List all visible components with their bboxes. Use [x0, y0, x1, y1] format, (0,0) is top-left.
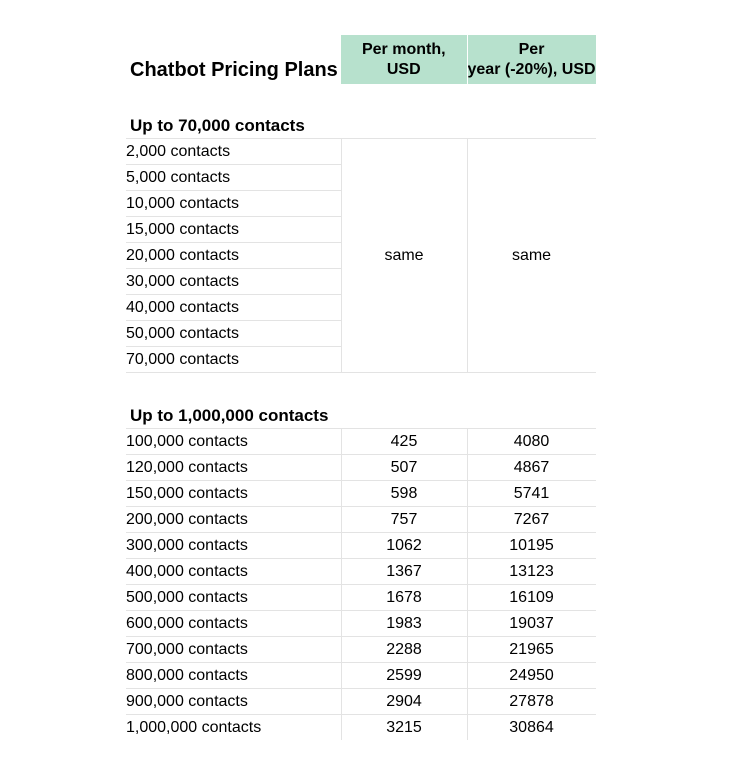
contacts-cell[interactable]: 40,000 contacts [126, 295, 341, 321]
table-row [126, 533, 596, 559]
table-row [126, 429, 596, 455]
table-row [126, 455, 596, 481]
sheet-title[interactable]: Chatbot Pricing Plans [130, 59, 338, 81]
per-year-header[interactable]: Per year (-20%), USD [467, 35, 596, 84]
empty-cell[interactable] [341, 399, 467, 429]
contacts-cell[interactable]: 15,000 contacts [126, 217, 341, 243]
contacts-cell[interactable]: 1,000,000 contacts [126, 718, 262, 736]
empty-cell[interactable] [467, 84, 596, 109]
contacts-cell[interactable]: 70,000 contacts [126, 347, 341, 373]
table-row [126, 611, 596, 637]
contacts-cell[interactable]: 150,000 contacts [126, 481, 341, 507]
table-row [126, 585, 596, 611]
per-month-cell[interactable]: 757 [341, 507, 467, 533]
per-month-cell[interactable]: 3215 [341, 715, 467, 741]
per-month-cell[interactable]: 2288 [341, 637, 467, 663]
per-year-cell[interactable]: 4080 [467, 429, 596, 455]
per-year-cell[interactable]: 4867 [467, 455, 596, 481]
per-month-cell[interactable]: 425 [341, 429, 467, 455]
contacts-cell[interactable]: 900,000 contacts [126, 689, 341, 715]
contacts-cell[interactable]: 200,000 contacts [126, 507, 341, 533]
per-year-cell[interactable]: 16109 [467, 585, 596, 611]
empty-cell[interactable] [341, 373, 467, 400]
contacts-cell[interactable]: 600,000 contacts [126, 611, 341, 637]
merged-month-cell[interactable]: same [341, 139, 467, 373]
contacts-cell[interactable]: 700,000 contacts [126, 637, 341, 663]
spacer-row [126, 373, 596, 400]
per-month-header[interactable]: Per month, USD [341, 35, 467, 84]
contacts-cell[interactable]: 100,000 contacts [126, 429, 341, 455]
contacts-cell[interactable]: 2,000 contacts [126, 139, 341, 165]
empty-cell[interactable] [341, 84, 467, 109]
contacts-cell[interactable]: 50,000 contacts [126, 321, 341, 347]
contacts-cell[interactable]: 30,000 contacts [126, 269, 341, 295]
table-row [126, 715, 596, 741]
per-year-cell[interactable]: 7267 [467, 507, 596, 533]
per-month-cell[interactable]: 1367 [341, 559, 467, 585]
table-row [126, 663, 596, 689]
section-title[interactable]: Up to 70,000 contacts [126, 109, 341, 139]
merged-year-cell[interactable]: same [467, 139, 596, 373]
per-month-cell[interactable]: 2599 [341, 663, 467, 689]
per-year-cell[interactable]: 24950 [467, 663, 596, 689]
contacts-cell[interactable]: 120,000 contacts [126, 455, 341, 481]
table-row [126, 507, 596, 533]
per-year-cell[interactable]: 5741 [467, 481, 596, 507]
contacts-cell[interactable]: 400,000 contacts [126, 559, 341, 585]
section-heading-row [126, 399, 596, 429]
empty-cell[interactable] [126, 84, 341, 109]
contacts-cell[interactable]: 20,000 contacts [126, 243, 341, 269]
per-year-cell[interactable]: 10195 [467, 533, 596, 559]
table-row [126, 139, 596, 165]
per-year-cell[interactable]: 21965 [467, 637, 596, 663]
per-year-cell[interactable]: 19037 [467, 611, 596, 637]
table-row [126, 637, 596, 663]
empty-cell[interactable] [341, 109, 467, 139]
contacts-cell[interactable]: 10,000 contacts [126, 191, 341, 217]
per-month-cell[interactable]: 1062 [341, 533, 467, 559]
header-row [126, 35, 596, 84]
empty-cell[interactable] [467, 373, 596, 400]
table-row [126, 481, 596, 507]
contacts-cell[interactable]: 5,000 contacts [126, 165, 341, 191]
contacts-cell[interactable]: 300,000 contacts [126, 533, 341, 559]
table-row [126, 559, 596, 585]
per-year-cell[interactable]: 27878 [467, 689, 596, 715]
table-row [126, 689, 596, 715]
per-year-cell[interactable]: 30864 [467, 715, 596, 741]
per-month-cell[interactable]: 598 [341, 481, 467, 507]
section-title[interactable]: Up to 1,000,000 contacts [126, 399, 341, 429]
per-month-cell[interactable]: 507 [341, 455, 467, 481]
per-month-cell[interactable]: 2904 [341, 689, 467, 715]
empty-cell[interactable] [467, 109, 596, 139]
contacts-cell[interactable]: 800,000 contacts [126, 663, 341, 689]
empty-cell[interactable] [467, 399, 596, 429]
empty-cell[interactable] [126, 373, 341, 400]
pricing-table [126, 35, 596, 740]
per-month-cell[interactable]: 1678 [341, 585, 467, 611]
spacer-row [126, 84, 596, 109]
per-month-cell[interactable]: 1983 [341, 611, 467, 637]
per-year-cell[interactable]: 13123 [467, 559, 596, 585]
contacts-cell[interactable]: 500,000 contacts [126, 585, 341, 611]
section-heading-row [126, 109, 596, 139]
